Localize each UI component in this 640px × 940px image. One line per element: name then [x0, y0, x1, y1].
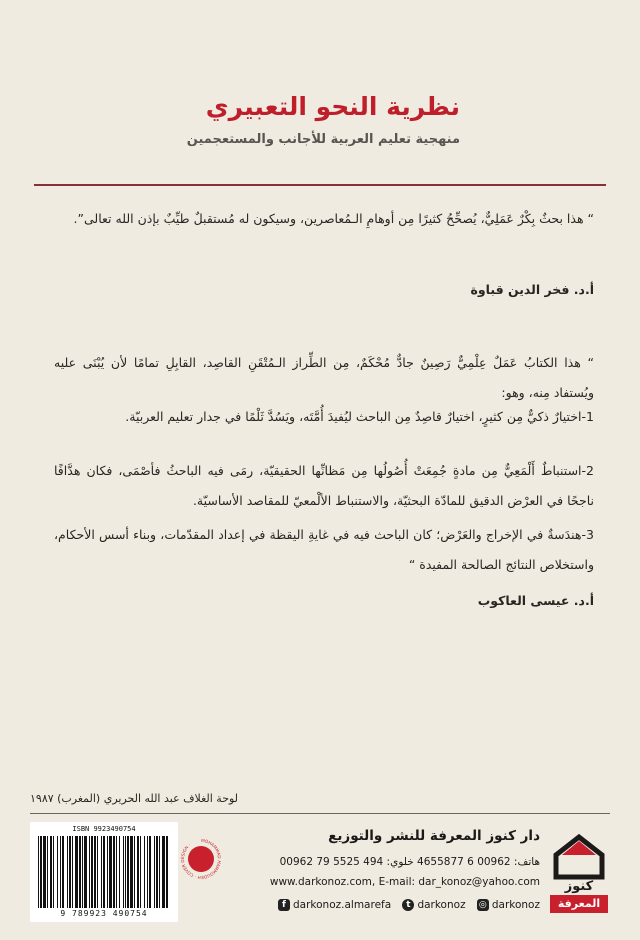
- logo-chest-icon: [548, 833, 610, 881]
- social-links: [278, 897, 540, 913]
- barcode-bar: [166, 836, 168, 908]
- barcode-bar: [134, 836, 135, 908]
- barcode-bar: [140, 836, 141, 908]
- barcode-bars: [38, 836, 170, 908]
- publisher-name: دار كنوز المعرفة للنشر والتوزيع: [328, 828, 540, 844]
- facebook-handle: darkonoz.almarefa: [293, 899, 392, 911]
- barcode-bar: [91, 836, 93, 908]
- instagram-handle: darkonoz: [491, 899, 540, 911]
- barcode-bar: [109, 836, 112, 908]
- barcode-bar: [50, 836, 52, 908]
- social-twitter[interactable]: [402, 899, 465, 911]
- seal-ring-text: MOHAMMAD HAMMOUDEH · COVER DESIGN ·: [179, 837, 223, 881]
- quote-1-text: “ هذا بحثٌ بِكْرٌ عَمَلِيٌّ، يُصحِّحُ كثيرًا مِن أوهامِ الـمُعاصرين، وسيكون له مُستقبلٌ طيِّبٌ بإذن الله تعالى”.: [73, 211, 594, 226]
- quote-2-author: أ.د. عيسى العاكوب: [477, 593, 594, 608]
- barcode-bar: [144, 836, 145, 908]
- instagram-icon: ◎: [477, 899, 489, 911]
- barcode-bar: [72, 836, 73, 908]
- barcode-bar: [60, 836, 61, 908]
- barcode-bar: [113, 836, 115, 908]
- barcode-bar: [62, 836, 64, 908]
- publisher-logo: [548, 833, 610, 915]
- barcode-bar: [47, 836, 48, 908]
- publisher-web-email[interactable]: www.darkonoz.com, E-mail: dar_konoz@yahoo.com: [269, 876, 540, 888]
- barcode-bar: [57, 836, 58, 908]
- barcode-bar: [107, 836, 108, 908]
- barcode-bar: [43, 836, 46, 908]
- barcode-bar: [69, 836, 71, 908]
- barcode-bar: [159, 836, 160, 908]
- twitter-icon: t: [402, 899, 414, 911]
- barcode-bar: [162, 836, 165, 908]
- barcode-bar: [89, 836, 90, 908]
- cover-designer-seal: [178, 830, 224, 910]
- barcode-bar: [123, 836, 124, 908]
- barcode-bar: [53, 836, 54, 908]
- cover-painting-credit: لوحة الغلاف عبد الله الحريري (المغرب) ١٩٨٧: [30, 792, 239, 805]
- barcode-bar: [40, 836, 42, 908]
- barcode-bar: [94, 836, 96, 908]
- quote-1-author: أ.د. فخر الدين قباوة: [470, 282, 594, 297]
- barcode-bar: [149, 836, 151, 908]
- barcode-bar: [127, 836, 129, 908]
- barcode-bar: [119, 836, 120, 908]
- barcode-bar: [38, 836, 39, 908]
- barcode-bar: [130, 836, 133, 908]
- book-title: نظرية النحو التعبيري: [205, 92, 460, 121]
- barcode-bar: [156, 836, 158, 908]
- quote-2-point-3: 3-هندَسةٌ في الإخراج والعَرْض؛ كان الباحث فيه في غايةِ اليقظة في إعداد المقدّمات، وبناء أسس الأحكام، واستخلاص النتائج الصالحة المفيدة “: [54, 527, 594, 572]
- twitter-handle: darkonoz: [417, 899, 466, 911]
- social-facebook[interactable]: [278, 899, 391, 911]
- footer-divider: [30, 813, 610, 814]
- barcode-bar: [84, 836, 87, 908]
- publisher-phones: هاتف: 00962 6 4655877 خلوي: 494 5525 79 00962: [279, 856, 540, 868]
- book-subtitle: منهجية تعليم العربية للأجانب والمستعجمين: [186, 132, 460, 147]
- barcode-bar: [147, 836, 148, 908]
- barcode-bar: [137, 836, 139, 908]
- barcode-bar: [82, 836, 83, 908]
- logo-text-band: المعرفة: [550, 895, 608, 913]
- quote-2-point-2: 2-استنباطٌ أَلْمَعِيٌّ مِن مادةٍ جُمِعَتْ أُصُولُها مِن مَظانِّها الحقيقيّة، رمَى فيه الباحثُ فأصْمَى، فكان هدَّافًا ناجحًا في العرْض الدقيق للمادّة البحثيّة، والاستنباط الألْمعيّ للمقاصد الأساسيّة.: [54, 463, 594, 508]
- isbn-digits: 9 789923 490754: [60, 909, 148, 918]
- social-instagram[interactable]: [477, 899, 540, 911]
- barcode-bar: [97, 836, 98, 908]
- seal-center: [188, 846, 214, 872]
- quote-2-intro: “ هذا الكتابُ عَمَلٌ عِلْمِيٌّ رَصِينٌ جادٌّ مُحْكَمٌ، مِن الطِّراز الـمُتْقَنِ القاصِد، القابِلِ تمامًا لأن يُبْنَى عليه ويُستفاد مِنه، وهو:: [54, 355, 594, 400]
- logo-text-top: كنوز: [564, 879, 594, 894]
- isbn-barcode: [30, 822, 178, 922]
- barcode-bar: [103, 836, 105, 908]
- header-divider: [34, 184, 606, 186]
- isbn-label: ISBN 9923490754: [72, 825, 136, 833]
- barcode-bar: [116, 836, 117, 908]
- facebook-icon: f: [278, 899, 290, 911]
- barcode-bar: [79, 836, 81, 908]
- quote-2-point-1: 1-اختيارٌ ذكيٌّ مِن كثيرٍ، اختيارٌ قاصِدٌ مِن الباحث ليُفيدَ أُمَّتَه، ويَسُدَّ ثَلْمًا في جدار تعليم العربيّة.: [125, 409, 594, 424]
- barcode-bar: [125, 836, 126, 908]
- barcode-bar: [101, 836, 102, 908]
- barcode-bar: [75, 836, 78, 908]
- barcode-bar: [154, 836, 155, 908]
- barcode-bar: [67, 836, 68, 908]
